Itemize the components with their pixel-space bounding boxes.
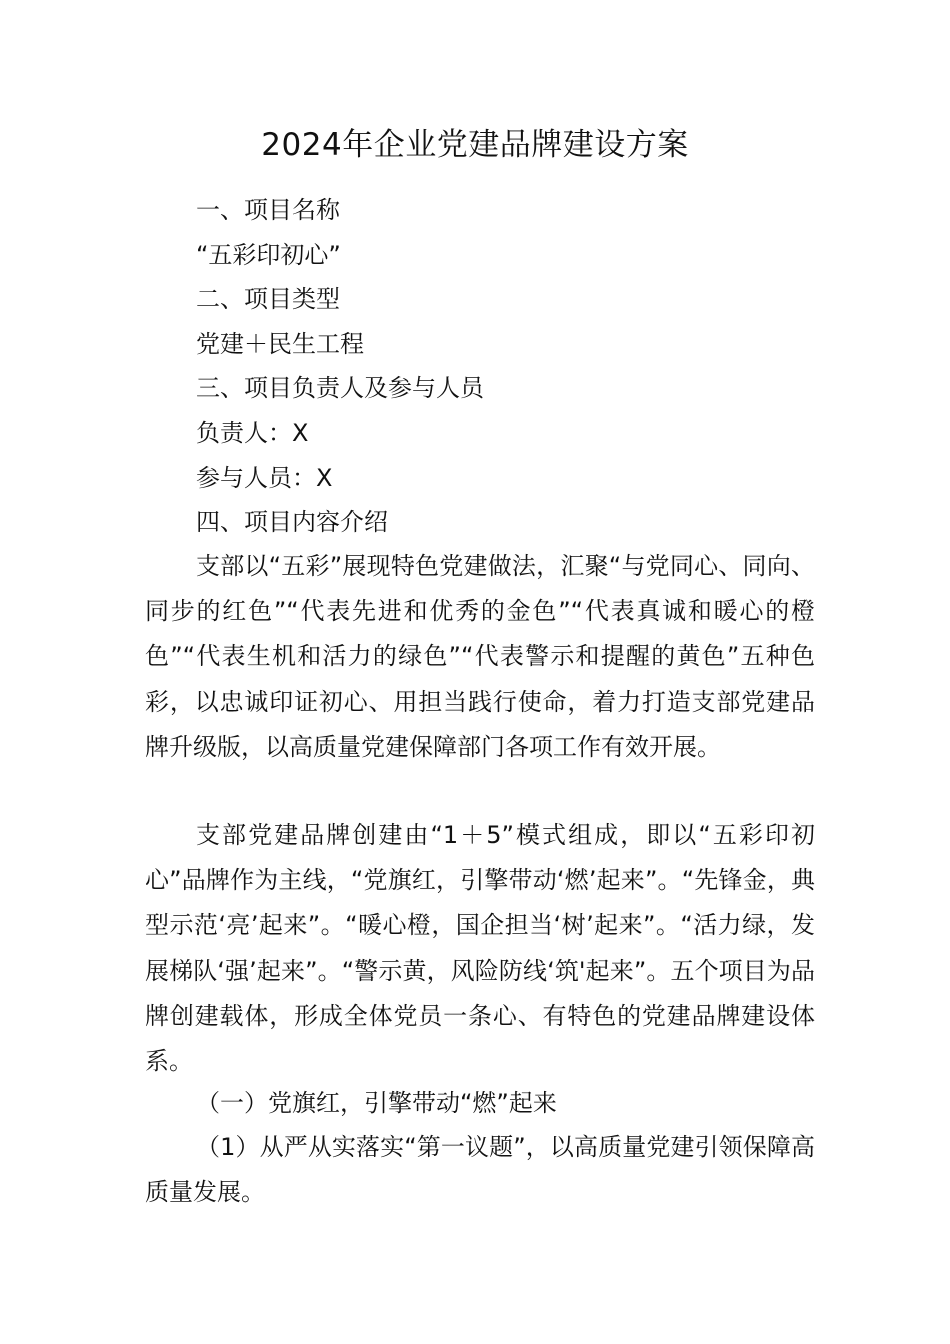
section-heading-personnel: 三、项目负责人及参与人员 [196,374,484,402]
section-heading-project-name: 一、项目名称 [196,196,340,224]
project-type-value: 党建＋民生工程 [196,330,364,358]
participants-line: 参与人员：X [196,464,333,492]
body-paragraph-intro: 支部以“五彩”展现特色党建做法，汇聚“与党同心、同向、同步的红色”“代表先进和优秀的金色”“代表真诚和暖心的橙色”“代表生机和活力的绿色”“代表警示和提醒的黄色”五种色彩，以忠诚印证初心、用担当践行使命，着力打造支部党建品牌升级版，以高质量党建保障部门各项工作有效开展。 [145,552,815,761]
leader-line: 负责人：X [196,419,309,447]
document-title: 2024年企业党建品牌建设方案 [261,127,689,163]
subheading-party-red: （一）党旗红，引擎带动“燃”起来 [196,1089,557,1117]
section-heading-project-type: 二、项目类型 [196,285,340,313]
body-paragraph-model: 支部党建品牌创建由“1＋5”模式组成，即以“五彩印初心”品牌作为主线，“党旗红，引擎带动‘燃’起来”。“先锋金，典型示范‘亮’起来”。“暖心橙，国企担当‘树’起来”。“活力绿，发展梯队‘强’起来”。“警示黄，风险防线‘筑'起来”。五个项目为品牌创建载体，形成全体党员一条心、有特色的党建品牌建设体系。 [145,821,815,1076]
body-paragraph-item-1: （1）从严从实落实“第一议题”，以高质量党建引领保障高质量发展。 [145,1133,815,1207]
project-name-value: “五彩印初心” [196,241,341,269]
section-heading-content: 四、项目内容介绍 [196,508,388,536]
